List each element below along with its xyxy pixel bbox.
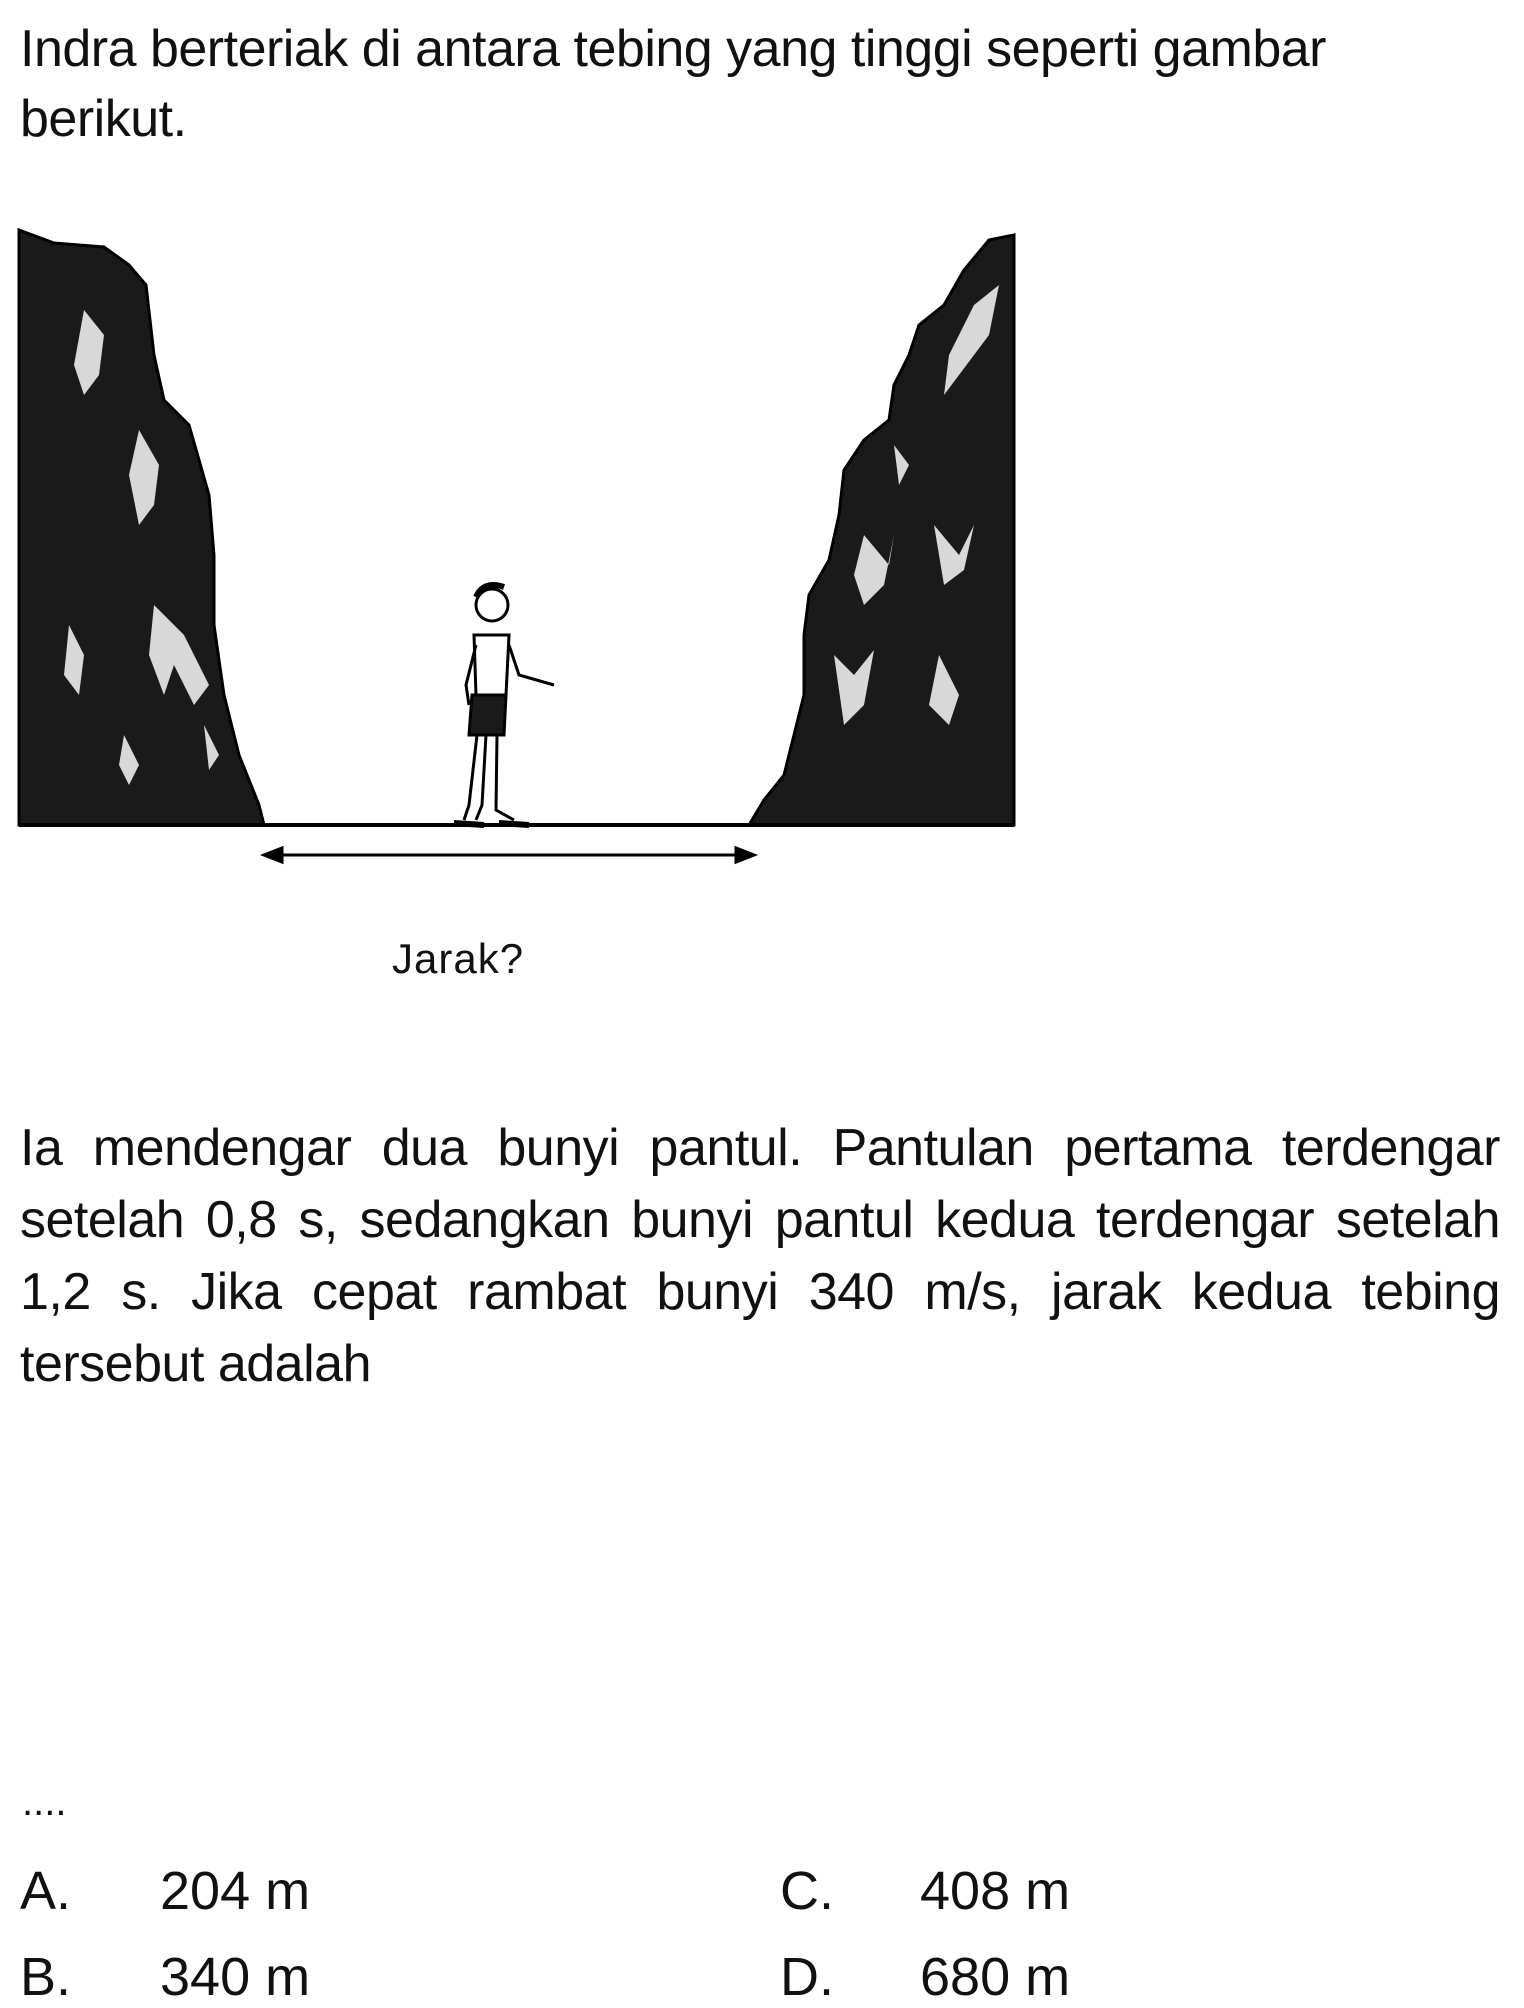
question-body: Ia mendengar dua bunyi pantul. Pantulan pertama terdengar setelah 0,8 s, sedangkan bunyi pantul kedua terdengar setelah 1,2 s. Jika cepat rambat bunyi 340 m/s, jarak kedua tebing tersebut adalah — [20, 1119, 1500, 1393]
option-c[interactable] — [780, 1860, 1070, 1922]
option-value: 340 m — [160, 1947, 311, 2007]
cliff-scene-svg — [14, 225, 1074, 985]
option-letter: A. — [20, 1861, 72, 1921]
option-letter: B. — [20, 1947, 72, 2007]
distance-label: Jarak? — [392, 935, 525, 982]
option-value: 680 m — [920, 1947, 1071, 2007]
option-d[interactable] — [780, 1946, 1070, 2008]
option-value: 408 m — [920, 1861, 1071, 1921]
boy-figure — [454, 585, 554, 825]
option-letter: D. — [780, 1947, 834, 2007]
option-value: 204 m — [160, 1861, 311, 1921]
option-a[interactable] — [20, 1860, 310, 1922]
left-cliff — [19, 230, 264, 825]
question-intro: Indra berteriak di antara tebing yang tinggi seperti gambar berikut. — [20, 20, 1326, 148]
question-ellipsis: .... — [22, 1780, 67, 1824]
option-letter: C. — [780, 1861, 834, 1921]
option-b[interactable] — [20, 1946, 310, 2008]
cliff-illustration — [14, 225, 1074, 985]
distance-arrow — [264, 848, 754, 862]
